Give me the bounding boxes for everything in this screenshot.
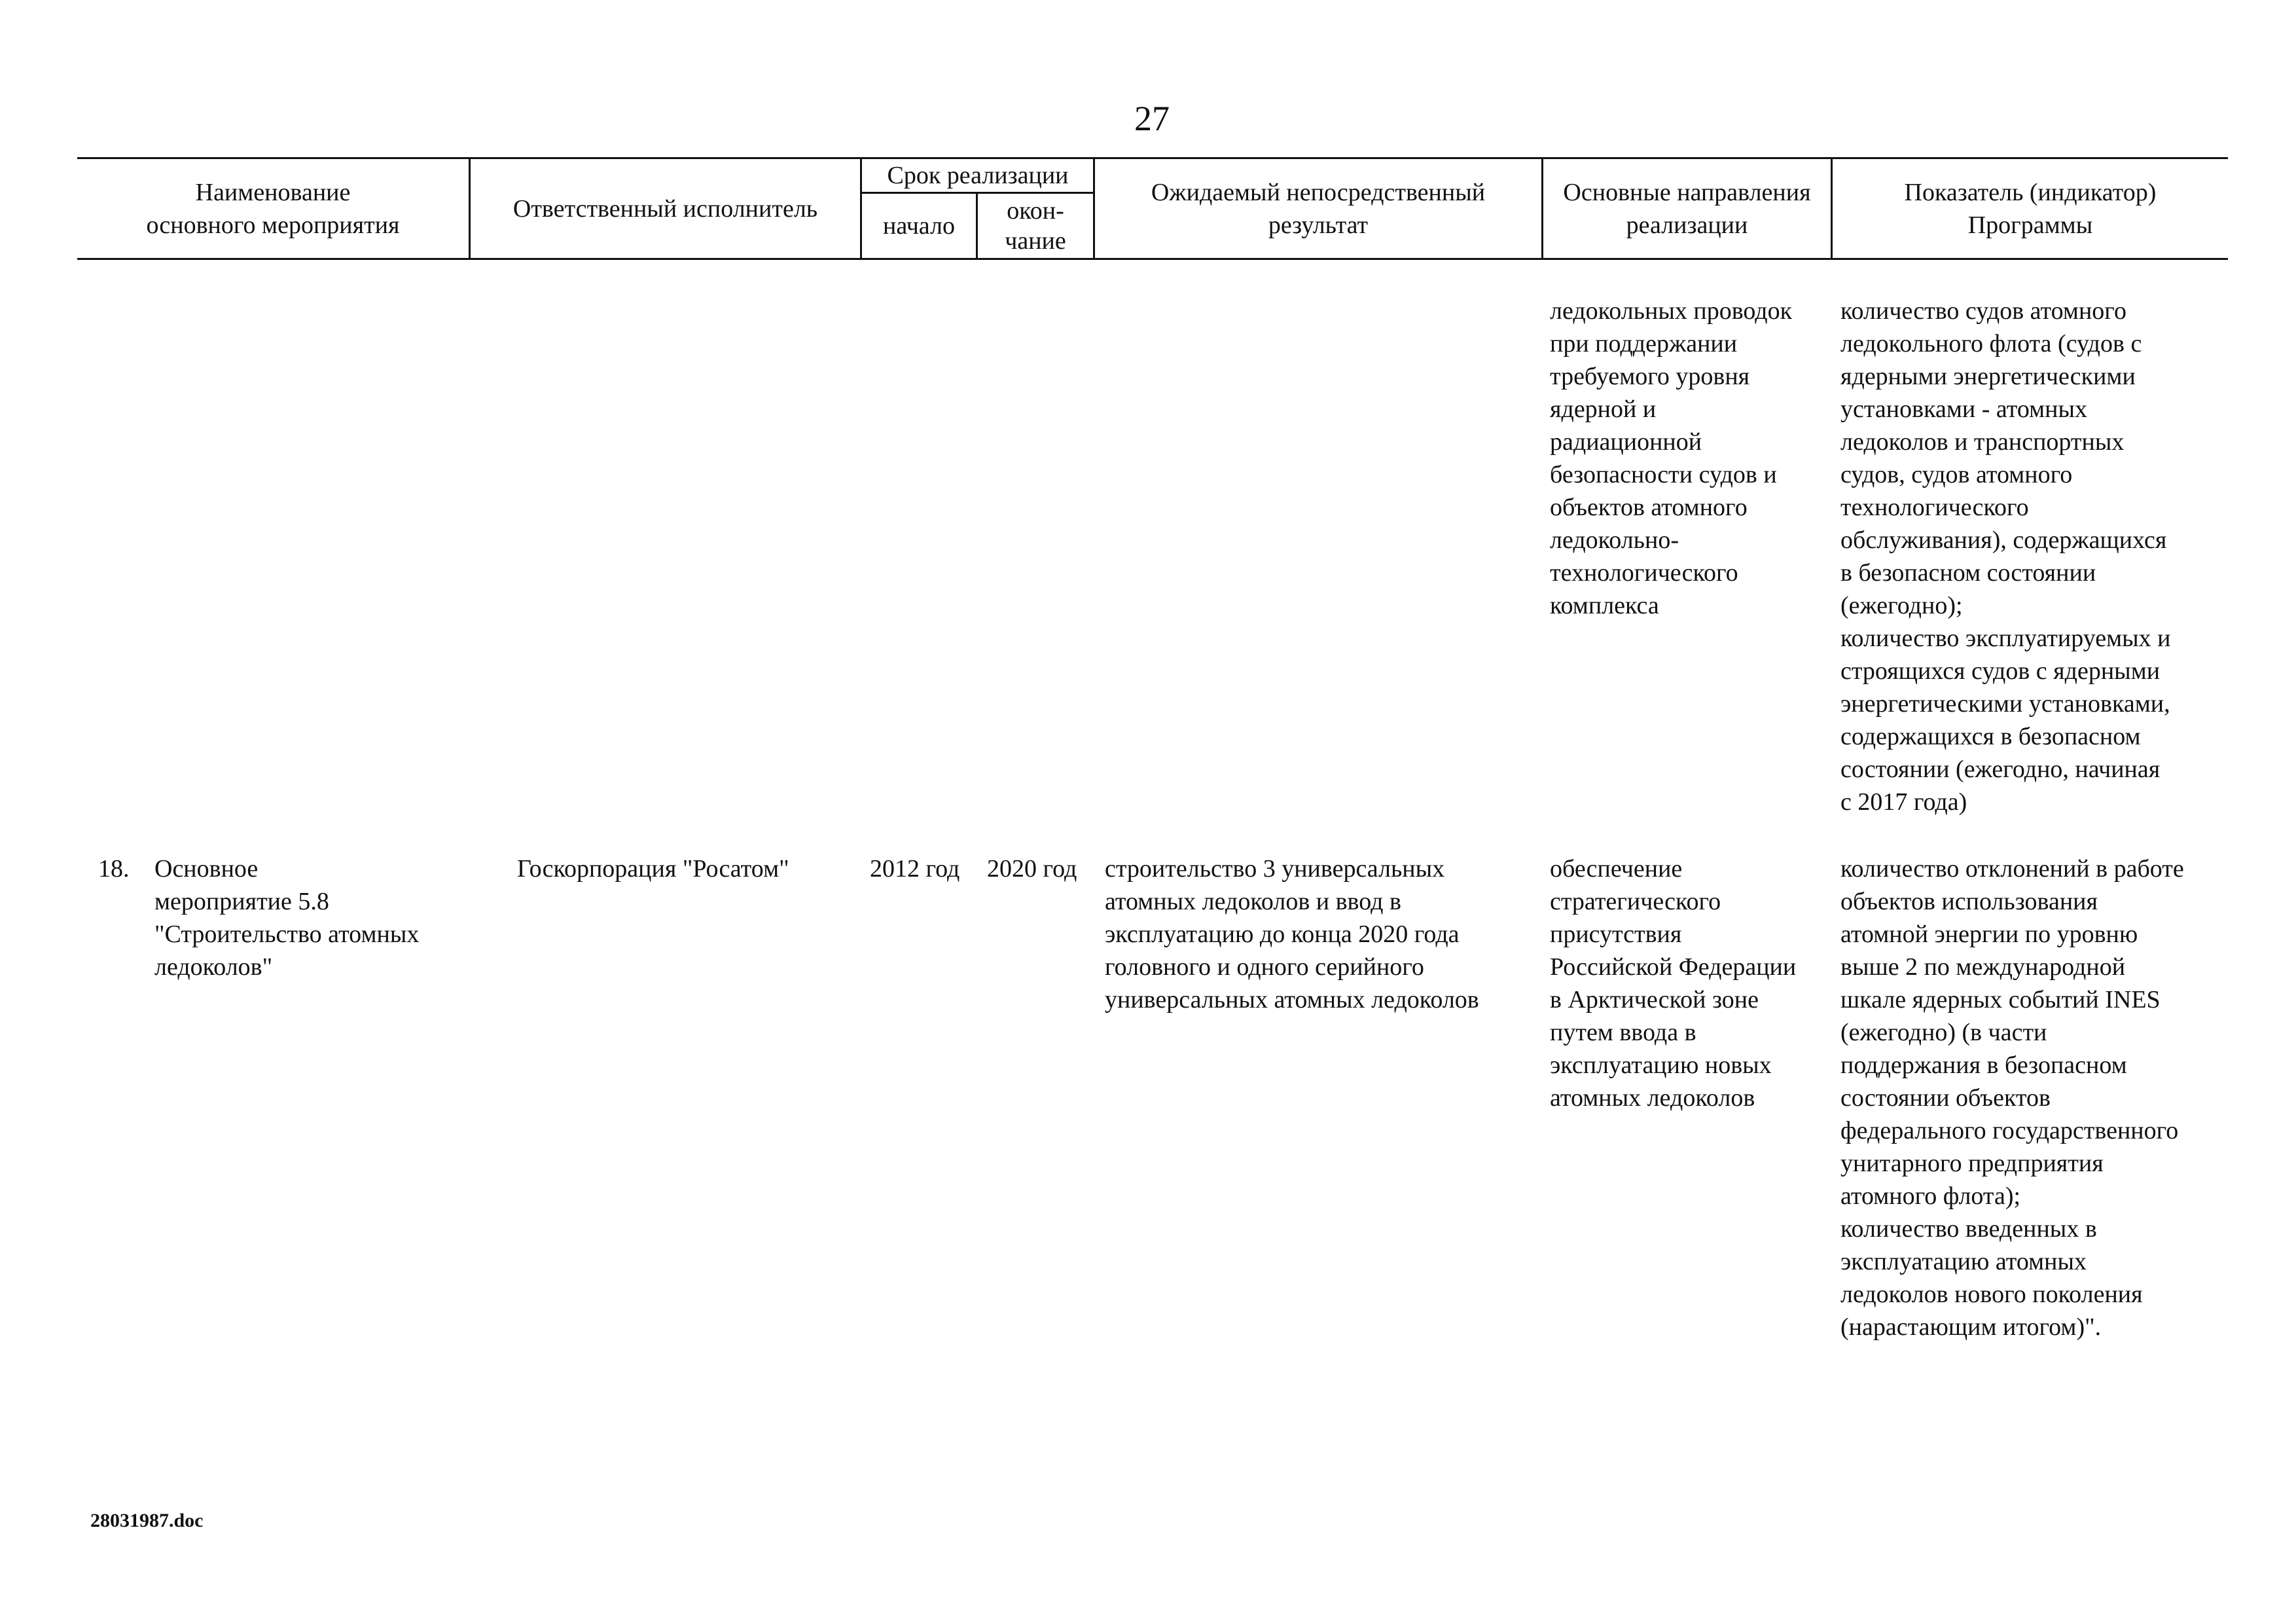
row-end: 2020 год (987, 855, 1077, 883)
file-name-footer: 28031987.doc (90, 1510, 204, 1531)
row-result: строительство 3 универсальных атомных ледоколов и ввод в эксплуатацию до конца 2020 года головного и одного серийного универсальных атомных ледоколов (1105, 855, 1479, 1013)
header-result: Ожидаемый непосредственный результат (1151, 178, 1486, 239)
header-executor: Ответственный исполнитель (512, 194, 818, 223)
row-executor: Госкорпорация "Росатом" (517, 855, 789, 883)
row-directions: обеспечение стратегического присутствия Российской Федерации в Арктической зоне путем ввода в эксплуатацию новых атомных ледоколов (1550, 855, 1797, 1112)
page-number: 27 (1134, 99, 1170, 138)
row-name: Основное мероприятие 5.8 "Строительство атомных ледоколов" (154, 855, 420, 981)
header-indicator: Показатель (индикатор) Программы (1904, 178, 2157, 239)
continuation-directions: ледокольных проводок при поддержании требуемого уровня ядерной и радиационной безопасности судов и объектов атомного ледокольно- технологического комплекса (1550, 297, 1793, 619)
header-start: начало (883, 212, 955, 240)
continuation-indicator: количество судов атомного ледокольного флота (судов с ядерными энергетическими установками - атомных ледоколов и транспортных судов, судов атомного технологического обслуживания), содержащихся в безопасном состоянии (ежегодно); количество эксплуатируемых и строящихся судов с ядерными энергетическими установками, содержащихся в безопасном состоянии (ежегодно, начиная с 2017 года) (1840, 297, 2171, 816)
header-end: окон- чание (1005, 197, 1066, 255)
row-start: 2012 год (870, 855, 960, 883)
row-number: 18. (98, 855, 130, 883)
header-period: Срок реализации (887, 162, 1069, 189)
header-directions: Основные направления реализации (1563, 178, 1811, 239)
header-name: Наименование основного мероприятия (146, 178, 400, 239)
table-header-bottom-border (77, 258, 2228, 260)
row-indicator: количество отклонений в работе объектов использования атомной энергии по уровню выше 2 по международной шкале ядерных событий INES (ежегодно) (в части поддержания в безопасном состоянии объектов федерального государственного унитарного предприятия атомного флота); количество введенных в эксплуатацию атомных ледоколов нового поколения (нарастающим итогом)". (1840, 855, 2184, 1341)
